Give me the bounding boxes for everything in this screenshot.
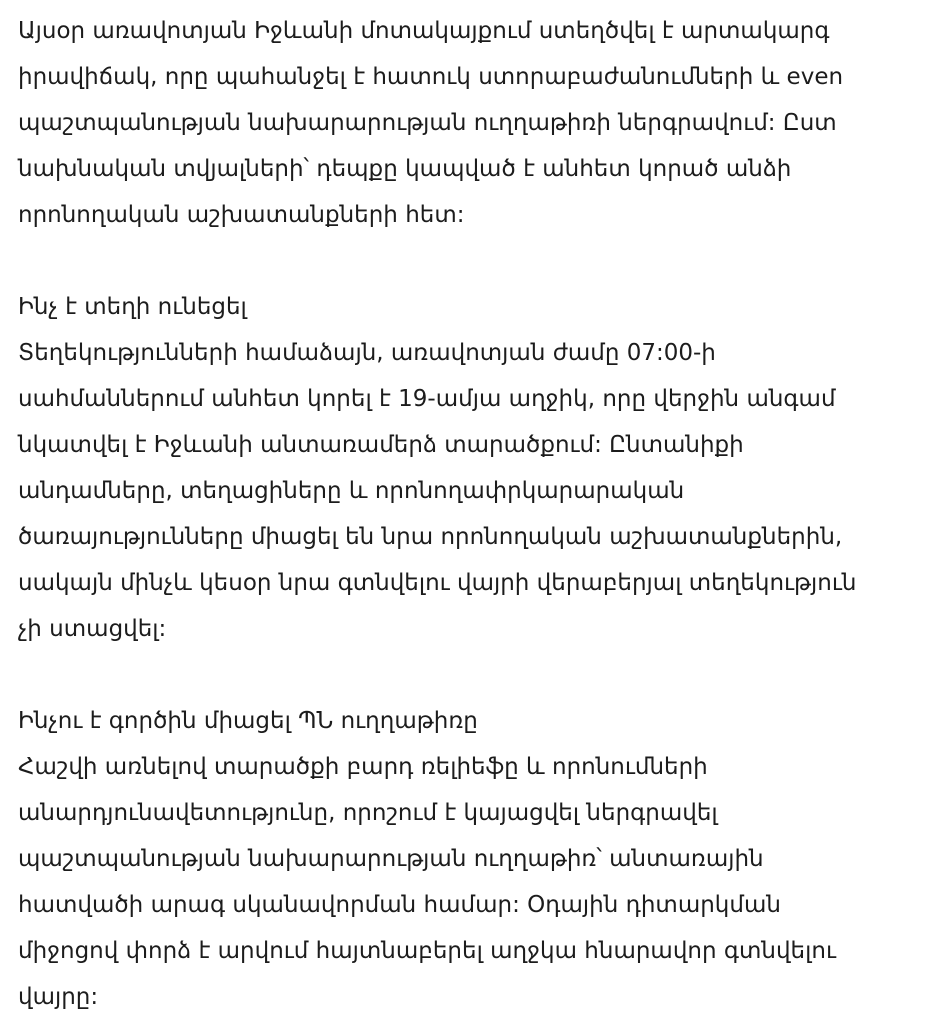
text-line: որոնողական աշխատանքների հետ: [18,202,465,228]
paragraph-spacer [18,652,943,698]
text-line: Հաշվի առնելով տարածքի բարդ ռելիեֆը և որոնումների [18,754,708,780]
text-line: Տեղեկությունների համաձայն, առավոտյան ժամը 07:00-ի [18,340,716,366]
text-line: անդամները, տեղացիները և որոնողափրկարարական [18,478,685,504]
text-line: հատվածի արագ սկանավորման համար: Օդային դիտարկման [18,892,781,918]
text-line: պաշտպանության նախարարության ուղղաթիռի ներգրավում: Ըստ [18,110,837,136]
text-line: ծառայությունները միացել են նրա որոնողական աշխատանքներին, [18,524,843,550]
section-what-happened [18,284,943,652]
paragraph-intro [18,8,943,238]
section-heading: Ինչ է տեղի ունեցել [18,294,247,320]
text-line: իրավիճակ, որը պահանջել է հատուկ ստորաբաժանումների և even [18,64,844,90]
text-line: վայրը: [18,984,99,1010]
section-heading: Ինչու է գործին միացել ՊՆ ուղղաթիռը [18,708,478,734]
paragraph-spacer [18,238,943,284]
text-line: նախնական տվյալների՝ դեպքը կապված է անհետ կորած անձի [18,156,792,182]
article-body [18,0,943,1020]
section-why-helicopter [18,698,943,1020]
text-line: անարդյունավետությունը, որոշում է կայացվել ներգրավել [18,800,718,826]
text-line: սակայն մինչև կեսօր նրա գտնվելու վայրի վերաբերյալ տեղեկություն [18,570,857,596]
text-line: Այսօր առավոտյան Իջևանի մոտակայքում ստեղծվել է արտակարգ [18,18,830,44]
text-line: պաշտպանության նախարարության ուղղաթիռ՝ անտառային [18,846,764,872]
text-line: միջոցով փորձ է արվում հայտնաբերել աղջկա հնարավոր գտնվելու [18,938,836,964]
text-line: նկատվել է Իջևանի անտառամերձ տարածքում: Ընտանիքի [18,432,744,458]
text-line: չի ստացվել: [18,616,167,642]
text-line: սահմաններում անհետ կորել է 19-ամյա աղջիկ, որը վերջին անգամ [18,386,836,412]
